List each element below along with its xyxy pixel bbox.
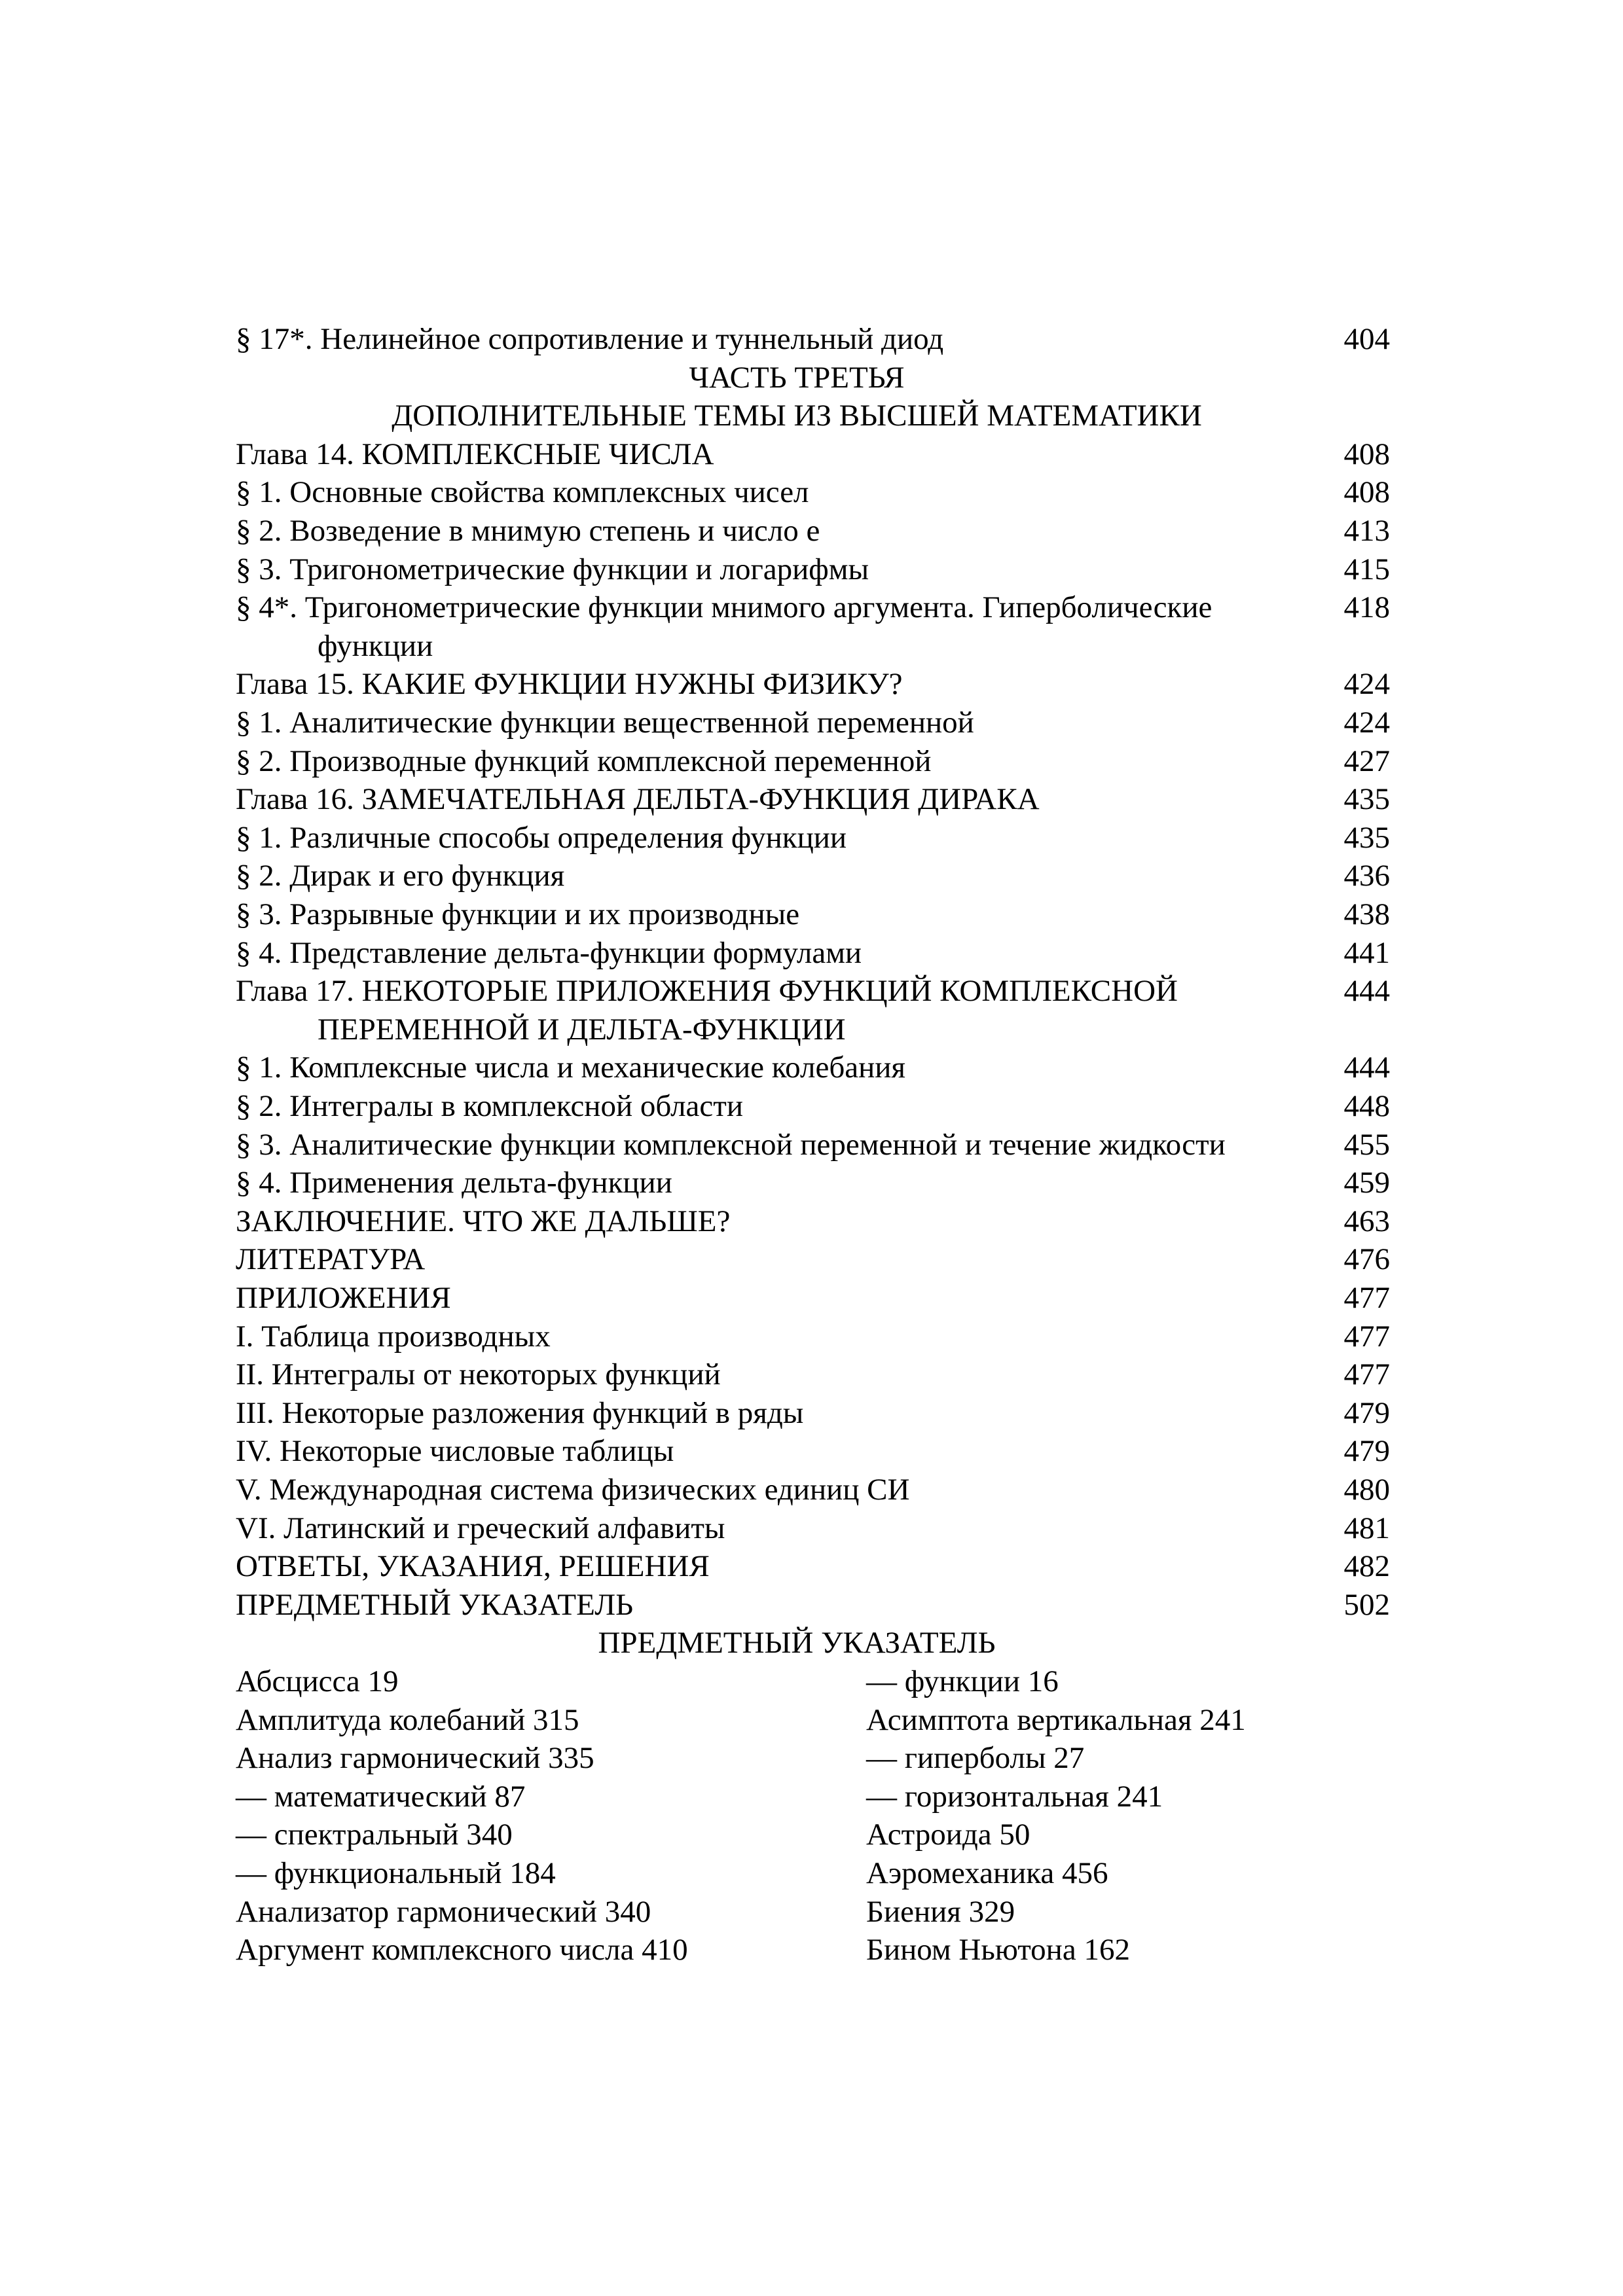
toc-page-number: 476 <box>1343 1242 1390 1277</box>
toc-page-number: 427 <box>1343 744 1390 778</box>
index-entry: Амплитуда колебаний 315 <box>236 1702 579 1737</box>
index-entry: — спектральный 340 <box>236 1818 513 1852</box>
index-entry: Астроида 50 <box>866 1818 1030 1852</box>
index-entry: Анализатор гармонический 340 <box>236 1894 651 1929</box>
toc-entry: Глава 17. НЕКОТОРЫЕ ПРИЛОЖЕНИЯ ФУНКЦИЙ КОМПЛЕКСНОЙ <box>236 974 1178 1009</box>
toc-entry: § 2. Интегралы в комплексной области <box>236 1089 743 1123</box>
toc-page-number: 441 <box>1343 935 1390 970</box>
toc-page-number: 438 <box>1343 897 1390 931</box>
toc-page-number: 415 <box>1343 552 1390 586</box>
toc-entry: § 3. Тригонометрические функции и логарифмы <box>236 552 869 586</box>
toc-page-number: 481 <box>1343 1511 1390 1545</box>
toc-page-number: 477 <box>1343 1281 1390 1315</box>
index-entry: Аргумент комплексного числа 410 <box>236 1933 688 1967</box>
toc-entry: Глава 14. КОМПЛЕКСНЫЕ ЧИСЛА <box>236 437 714 471</box>
toc-entry: § 4. Применения дельта-функции <box>236 1166 672 1200</box>
index-entry: — функции 16 <box>866 1664 1059 1698</box>
toc-page-number: 480 <box>1343 1473 1390 1507</box>
index-entry: Асимптота вертикальная 241 <box>866 1702 1246 1737</box>
toc-entry: § 1. Основные свойства комплексных чисел <box>236 475 809 510</box>
toc-page-number: 436 <box>1343 859 1390 893</box>
toc-page-number: 408 <box>1343 437 1390 471</box>
toc-page-number: 477 <box>1343 1319 1390 1354</box>
toc-page-number: 424 <box>1343 667 1390 702</box>
toc-entry: ПЕРЕМЕННОЙ И ДЕЛЬТА-ФУНКЦИИ <box>318 1012 846 1047</box>
toc-page-number: 482 <box>1343 1549 1390 1584</box>
toc-entry: § 2. Возведение в мнимую степень и число е <box>236 514 820 548</box>
index-entry: Бином Ньютона 162 <box>866 1933 1130 1967</box>
toc-page-number: 444 <box>1343 1050 1390 1085</box>
toc-page-number: 408 <box>1343 475 1390 510</box>
toc-entry: ПРЕДМЕТНЫЙ УКАЗАТЕЛЬ <box>236 1587 634 1622</box>
toc-entry: § 4*. Тригонометрические функции мнимого аргумента. Гиперболические <box>236 590 1213 625</box>
toc-entry: ЛИТЕРАТУРА <box>236 1242 426 1277</box>
index-entry: Анализ гармонический 335 <box>236 1741 594 1776</box>
toc-page-number: 455 <box>1343 1127 1390 1162</box>
index-entry: — математический 87 <box>236 1779 526 1814</box>
toc-entry: § 2. Производные функций комплексной переменной <box>236 744 932 778</box>
toc-entry: I. Таблица производных <box>236 1319 551 1354</box>
section-heading: ЧАСТЬ ТРЕТЬЯ <box>689 360 905 395</box>
toc-entry: IV. Некоторые числовые таблицы <box>236 1434 674 1469</box>
toc-page-number: 479 <box>1343 1395 1390 1430</box>
toc-page-number: 435 <box>1343 820 1390 855</box>
section-heading: ДОПОЛНИТЕЛЬНЫЕ ТЕМЫ ИЗ ВЫСШЕЙ МАТЕМАТИКИ <box>392 399 1202 433</box>
toc-page-number: 404 <box>1343 322 1390 356</box>
toc-page-number: 459 <box>1343 1166 1390 1200</box>
toc-page-number: 502 <box>1343 1587 1390 1622</box>
toc-entry: § 3. Аналитические функции комплексной переменной и течение жидкости <box>236 1127 1226 1162</box>
toc-page-number: 424 <box>1343 706 1390 740</box>
toc-entry: V. Международная система физических единиц СИ <box>236 1473 910 1507</box>
toc-page-number: 413 <box>1343 514 1390 548</box>
toc-entry: II. Интегралы от некоторых функций <box>236 1357 721 1392</box>
toc-entry: § 4. Представление дельта-функции формулами <box>236 935 862 970</box>
index-entry: — функциональный 184 <box>236 1856 556 1890</box>
index-entry: Аэромеханика 456 <box>866 1856 1108 1890</box>
toc-entry: Глава 15. КАКИЕ ФУНКЦИИ НУЖНЫ ФИЗИКУ? <box>236 667 903 702</box>
toc-entry: § 17*. Нелинейное сопротивление и туннельный диод <box>236 322 944 356</box>
toc-entry: III. Некоторые разложения функций в ряды <box>236 1395 804 1430</box>
toc-entry: ЗАКЛЮЧЕНИЕ. ЧТО ЖЕ ДАЛЬШЕ? <box>236 1204 731 1238</box>
toc-entry: Глава 16. ЗАМЕЧАТЕЛЬНАЯ ДЕЛЬТА-ФУНКЦИЯ ДИРАКА <box>236 782 1040 817</box>
index-entry: Биения 329 <box>866 1894 1015 1929</box>
index-heading: ПРЕДМЕТНЫЙ УКАЗАТЕЛЬ <box>598 1626 996 1660</box>
toc-entry: § 2. Дирак и его функция <box>236 859 565 893</box>
toc-page-number: 479 <box>1343 1434 1390 1469</box>
index-entry: — гиперболы 27 <box>866 1741 1085 1776</box>
toc-page-number: 463 <box>1343 1204 1390 1238</box>
toc-page-number: 435 <box>1343 782 1390 817</box>
toc-page-number: 477 <box>1343 1357 1390 1392</box>
toc-entry: ПРИЛОЖЕНИЯ <box>236 1281 451 1315</box>
toc-entry: функции <box>318 628 433 663</box>
index-entry: Абсцисса 19 <box>236 1664 399 1698</box>
toc-page-number: 444 <box>1343 974 1390 1009</box>
toc-page-number: 448 <box>1343 1089 1390 1123</box>
toc-entry: § 1. Комплексные числа и механические колебания <box>236 1050 906 1085</box>
toc-page-number: 418 <box>1343 590 1390 625</box>
toc-entry: § 1. Различные способы определения функции <box>236 820 847 855</box>
toc-entry: ОТВЕТЫ, УКАЗАНИЯ, РЕШЕНИЯ <box>236 1549 710 1584</box>
index-entry: — горизонтальная 241 <box>866 1779 1163 1814</box>
toc-entry: VI. Латинский и греческий алфавиты <box>236 1511 725 1545</box>
toc-entry: § 1. Аналитические функции вещественной переменной <box>236 706 974 740</box>
toc-entry: § 3. Разрывные функции и их производные <box>236 897 800 931</box>
